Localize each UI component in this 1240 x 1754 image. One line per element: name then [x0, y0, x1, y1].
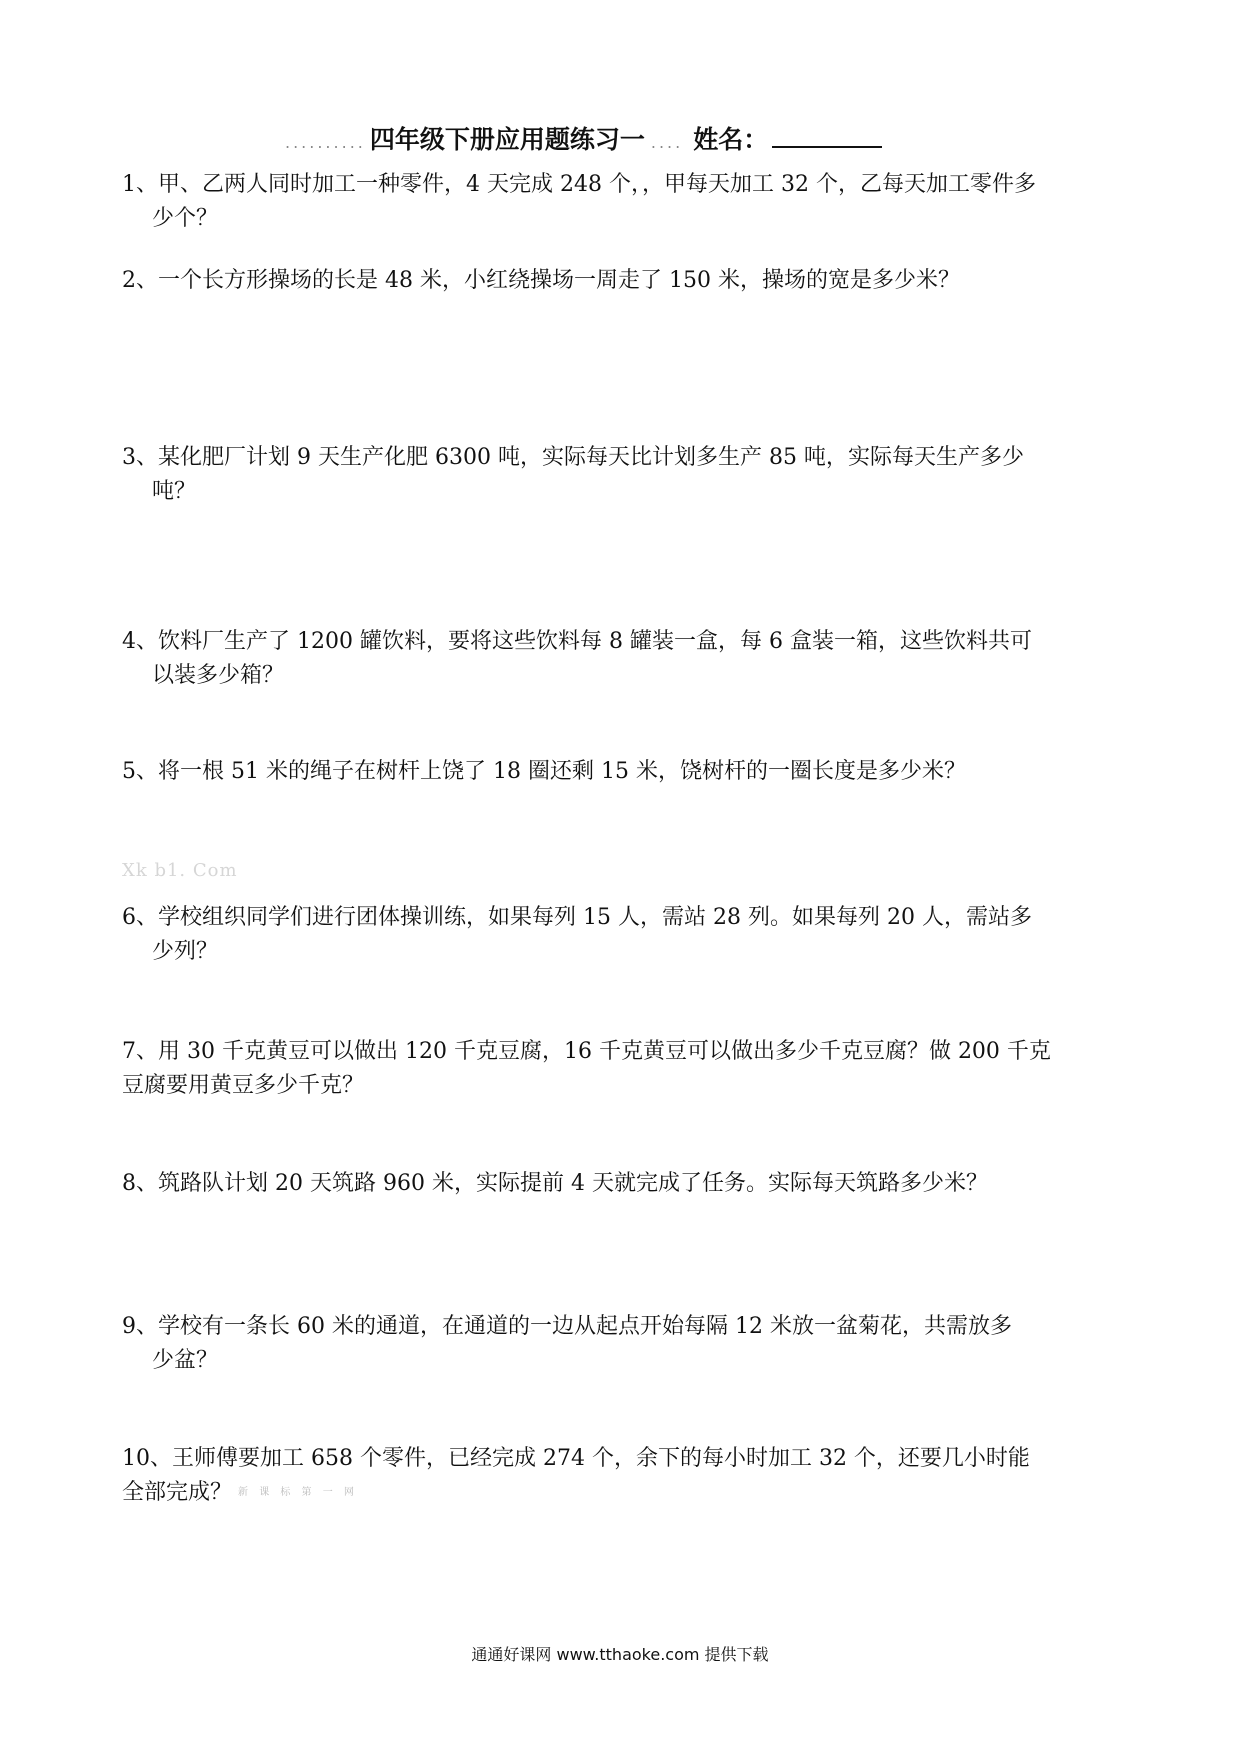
question-text: 3、某化肥厂计划 9 天生产化肥 6300 吨，实际每天比计划多生产 85 吨，实际每天生产多少: [122, 445, 1024, 470]
question-text-continued: 豆腐要用黄豆多少千克？: [122, 1073, 365, 1098]
question-8: [122, 1167, 1124, 1201]
question-5: [122, 755, 1124, 789]
question-text-continued: 以装多少箱？: [152, 663, 285, 688]
question-text-continued: 少个？: [152, 206, 219, 231]
question-text-continued: 吨？: [152, 479, 197, 504]
small-watermark: 新 课 标 第 一 网: [238, 1487, 358, 1498]
worksheet-header: [285, 120, 985, 160]
question-text: 9、学校有一条长 60 米的通道，在通道的一边从起点开始每隔 12 米放一盆菊花，共需放多: [122, 1314, 1012, 1339]
watermark: Xk b1. Com: [122, 860, 238, 881]
question-text: 1、甲、乙两人同时加工一种零件，4 天完成 248 个，，甲每天加工 32 个，乙每天加工零件多: [122, 172, 1036, 197]
question-text: 8、筑路队计划 20 天筑路 960 米，实际提前 4 天就完成了任务。实际每天筑路多少米？: [122, 1171, 988, 1196]
question-text: 4、饮料厂生产了 1200 罐饮料，要将这些饮料每 8 罐装一盒，每 6 盒装一箱，这些饮料共可: [122, 629, 1032, 654]
question-text: 10、王师傅要加工 658 个零件，已经完成 274 个，余下的每小时加工 32 个，还要几小时能: [122, 1446, 1030, 1471]
question-3: [122, 441, 1124, 509]
question-9: [122, 1310, 1124, 1378]
question-text-continued: [122, 1476, 1124, 1510]
leader-dots-left: ..........: [285, 133, 366, 152]
question-text: 6、学校组织同学们进行团体操训练，如果每列 15 人，需站 28 列。如果每列 20 人，需站多: [122, 905, 1032, 930]
question-text-end: 全部完成？: [122, 1480, 233, 1505]
page-footer: 通通好课网 www.tthaoke.com 提供下载: [471, 1645, 769, 1664]
name-label: 姓名：: [693, 125, 769, 154]
question-text: 7、用 30 千克黄豆可以做出 120 千克豆腐，16 千克黄豆可以做出多少千克豆腐？做 200 千克: [122, 1039, 1051, 1064]
name-blank-line[interactable]: [772, 124, 882, 148]
question-7: [122, 1035, 1124, 1103]
worksheet-title: 四年级下册应用题练习一: [369, 125, 645, 154]
question-10: [122, 1442, 1124, 1510]
question-text: 5、将一根 51 米的绳子在树杆上饶了 18 圈还剩 15 米，饶树杆的一圈长度是多少米？: [122, 759, 966, 784]
leader-dots-right: ....: [650, 133, 684, 152]
question-text: 2、一个长方形操场的长是 48 米，小红绕操场一周走了 150 米，操场的宽是多少米？: [122, 268, 960, 293]
question-4: [122, 625, 1124, 693]
question-6: [122, 901, 1124, 969]
question-text-continued: 少盆？: [152, 1348, 219, 1373]
question-1: [122, 168, 1124, 236]
question-2: [122, 264, 1124, 298]
question-text-continued: 少列？: [152, 939, 219, 964]
